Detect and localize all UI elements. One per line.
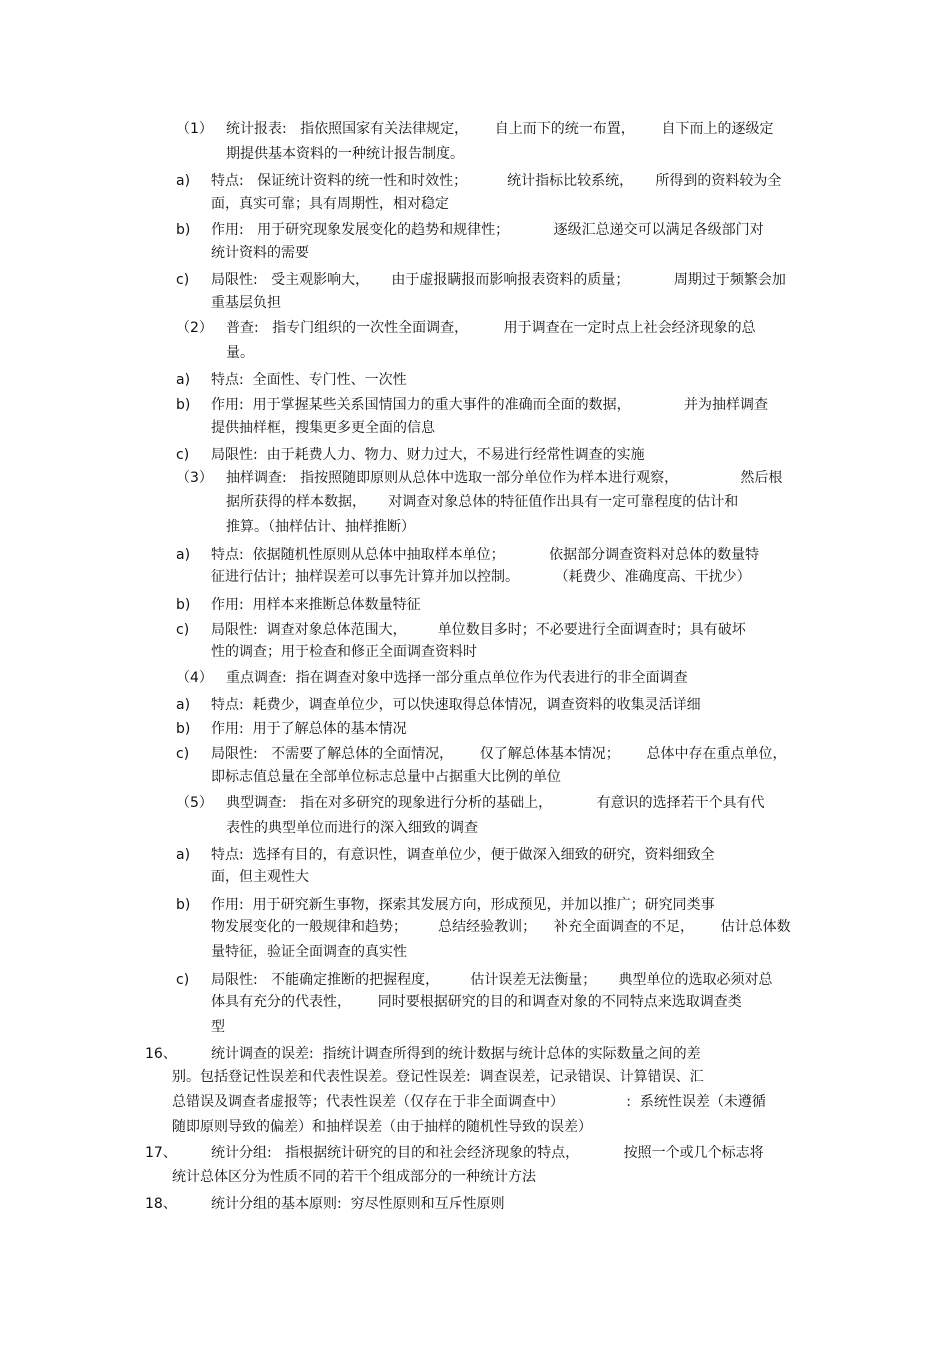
paragraph-line: 型: [211, 1019, 225, 1035]
item-marker: b): [176, 222, 191, 238]
paragraph-line: 性的调查；用于检查和修正全面调查资料时: [211, 644, 477, 660]
paragraph-line: 统计资料的需要: [211, 245, 309, 261]
paragraph-line: 局限性: 调查对象总体范围大， 单位数目多时；不必要进行全面调查时；具有破坏: [211, 622, 746, 638]
question-number: 18、: [145, 1196, 177, 1212]
item-marker: a): [176, 697, 191, 713]
section-number: （3）: [176, 470, 213, 486]
paragraph-line: 作用: 用样本来推断总体数量特征: [211, 597, 421, 613]
paragraph-line: 物发展变化的一般规律和趋势； 总结经验教训； 补充全面调查的不足， 估计总体数: [211, 919, 791, 935]
paragraph-line: 量。: [226, 345, 254, 361]
section-number: （5）: [176, 795, 213, 811]
paragraph-line: 提供抽样框，搜集更多更全面的信息: [211, 420, 435, 436]
paragraph-line: 局限性: 由于耗费人力、物力、财力过大，不易进行经常性调查的实施: [211, 447, 645, 463]
paragraph-line: 普查: 指专门组织的一次性全面调查， 用于调查在一定时点上社会经济现象的总: [226, 320, 756, 336]
paragraph-line: 统计分组的基本原则: 穷尽性原则和互斥性原则: [211, 1196, 505, 1212]
paragraph-line: 作用: 用于掌握某些关系国情国力的重大事件的准确而全面的数据， 并为抽样调查: [211, 397, 769, 413]
item-marker: a): [176, 547, 191, 563]
item-marker: c): [176, 972, 190, 988]
paragraph-line: 推算。（抽样估计、抽样推断）: [226, 519, 415, 535]
item-marker: c): [176, 272, 190, 288]
paragraph-line: 作用: 用于研究现象发展变化的趋势和规律性； 逐级汇总递交可以满足各级部门对: [211, 222, 764, 238]
question-number: 17、: [145, 1145, 177, 1161]
item-marker: c): [176, 622, 190, 638]
question-number: 16、: [145, 1046, 177, 1062]
paragraph-line: 据所获得的样本数据， 对调查对象总体的特征值作出具有一定可靠程度的估计和: [226, 494, 739, 510]
item-marker: a): [176, 847, 191, 863]
paragraph-line: 统计总体区分为性质不同的若干个组成部分的一种统计方法: [172, 1169, 536, 1185]
paragraph-line: 抽样调查: 指按照随即原则从总体中选取一部分单位作为样本进行观察， 然后根: [226, 470, 783, 486]
item-marker: a): [176, 173, 191, 189]
paragraph-line: 重基层负担: [211, 295, 281, 311]
item-marker: b): [176, 897, 191, 913]
item-marker: a): [176, 372, 191, 388]
item-marker: c): [176, 746, 190, 762]
paragraph-line: 统计调查的误差: 指统计调查所得到的统计数据与统计总体的实际数量之间的差: [211, 1046, 701, 1062]
paragraph-line: 局限性: 不需要了解总体的全面情况， 仅了解总体基本情况； 总体中存在重点单位，: [211, 746, 787, 762]
item-marker: c): [176, 447, 190, 463]
paragraph-line: 统计分组: 指根据统计研究的目的和社会经济现象的特点， 按照一个或几个标志将: [211, 1145, 764, 1161]
paragraph-line: 局限性: 受主观影响大， 由于虚报瞒报而影响报表资料的质量； 周期过于频繁会加: [211, 272, 786, 288]
paragraph-line: 特点: 全面性、专门性、一次性: [211, 372, 407, 388]
paragraph-line: 作用: 用于研究新生事物，探索其发展方向，形成预见，并加以推广；研究同类事: [211, 897, 715, 913]
paragraph-line: 统计报表: 指依照国家有关法律规定， 自上而下的统一布置， 自下而上的逐级定: [226, 121, 774, 137]
item-marker: b): [176, 597, 191, 613]
item-marker: b): [176, 721, 191, 737]
paragraph-line: 特点: 保证统计资料的统一性和时效性； 统计指标比较系统， 所得到的资料较为全: [211, 173, 782, 189]
section-number: （4）: [176, 670, 213, 686]
section-number: （1）: [176, 121, 213, 137]
paragraph-line: 即标志值总量在全部单位标志总量中占据重大比例的单位: [211, 769, 561, 785]
paragraph-line: 重点调查: 指在调查对象中选择一部分重点单位作为代表进行的非全面调查: [226, 670, 688, 686]
paragraph-line: 局限性: 不能确定推断的把握程度， 估计误差无法衡量； 典型单位的选取必须对总: [211, 972, 773, 988]
paragraph-line: 别。包括登记性误差和代表性误差。登记性误差: 调查误差，记录错误、计算错误、汇: [172, 1069, 704, 1085]
paragraph-line: 面，但主观性大: [211, 869, 309, 885]
paragraph-line: 总错误及调查者虚报等；代表性误差（仅存在于非全面调查中） : 系统性误差（未遵循: [172, 1094, 766, 1110]
item-marker: b): [176, 397, 191, 413]
section-number: （2）: [176, 320, 213, 336]
paragraph-line: 面，真实可靠；具有周期性，相对稳定: [211, 196, 449, 212]
paragraph-line: 征进行估计；抽样误差可以事先计算并加以控制。 （耗费少、准确度高、干扰少）: [211, 569, 751, 585]
paragraph-line: 特点: 选择有目的，有意识性，调查单位少，便于做深入细致的研究，资料细致全: [211, 847, 715, 863]
paragraph-line: 特点: 依据随机性原则从总体中抽取样本单位； 依据部分调查资料对总体的数量特: [211, 547, 760, 563]
paragraph-line: 量特征，验证全面调查的真实性: [211, 944, 407, 960]
paragraph-line: 特点: 耗费少，调查单位少，可以快速取得总体情况，调查资料的收集灵活详细: [211, 697, 701, 713]
paragraph-line: 体具有充分的代表性， 同时要根据研究的目的和调查对象的不同特点来选取调查类: [211, 994, 742, 1010]
paragraph-line: 期提供基本资料的一种统计报告制度。: [226, 146, 464, 162]
paragraph-line: 表性的典型单位而进行的深入细致的调查: [226, 820, 478, 836]
paragraph-line: 随即原则导致的偏差）和抽样误差（由于抽样的随机性导致的误差）: [172, 1119, 592, 1135]
paragraph-line: 典型调查: 指在对多研究的现象进行分析的基础上， 有意识的选择若干个具有代: [226, 795, 765, 811]
paragraph-line: 作用: 用于了解总体的基本情况: [211, 721, 407, 737]
